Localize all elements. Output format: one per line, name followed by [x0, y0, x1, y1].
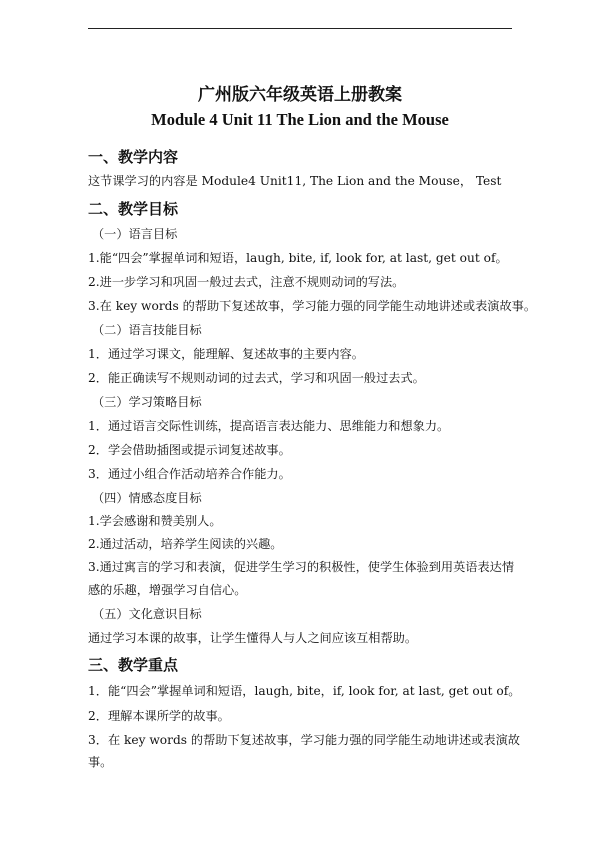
section-heading-content: 一、教学内容 [88, 148, 179, 166]
objective-line: 1．通过学习课文，能理解、复述故事的主要内容。 [88, 347, 364, 361]
content-line: 这节课学习的内容是 Module4 Unit11, The Lion and the Mouse， Test [88, 174, 502, 188]
objective-line: 通过学习本课的故事，让学生懂得人与人之间应该互相帮助。 [88, 631, 418, 645]
document-title: 广州版六年级英语上册教案 [198, 85, 402, 105]
subsection-heading: （四）情感态度目标 [92, 491, 202, 505]
subsection-heading: （二）语言技能目标 [92, 323, 202, 337]
section-heading-objectives: 二、教学目标 [88, 200, 179, 218]
subsection-heading: （五）文化意识目标 [92, 607, 202, 621]
objective-line: 2．学会借助插图或提示词复述故事。 [88, 443, 291, 457]
document-subtitle: Module 4 Unit 11 The Lion and the Mouse [151, 110, 449, 129]
objective-line: 2．能正确读写不规则动词的过去式，学习和巩固一般过去式。 [88, 371, 425, 385]
objective-line: 1．通过语言交际性训练，提高语言表达能力、思维能力和想象力。 [88, 419, 450, 433]
subsection-heading: （一）语言目标 [92, 227, 178, 241]
objective-line: 1.能“四会”掌握单词和短语，laugh, bite, if, look for, at last, get out of。 [88, 251, 508, 265]
objective-line: 3．通过小组合作活动培养合作能力。 [88, 467, 291, 481]
objective-line: 3.在 key words 的帮助下复述故事，学习能力强的同学能生动地讲述或表演故事。 [88, 299, 537, 313]
objective-line: 感的乐趣，增强学习自信心。 [88, 583, 247, 597]
objective-line: 2.进一步学习和巩固一般过去式，注意不规则动词的写法。 [88, 275, 405, 289]
key-point-line: 2．理解本课所学的故事。 [88, 709, 230, 723]
objective-line: 3.通过寓言的学习和表演，促进学生学习的积极性，使学生体验到用英语表达情 [88, 560, 515, 574]
objective-line: 2.通过活动，培养学生阅读的兴趣。 [88, 537, 283, 551]
section-heading-key-points: 三、教学重点 [88, 656, 179, 674]
key-point-line: 事。 [88, 755, 113, 769]
key-point-line: 1．能“四会”掌握单词和短语，laugh, bite，if, look for, at last, get out of。 [88, 684, 521, 698]
header-rule [88, 28, 512, 29]
objective-line: 1.学会感谢和赞美别人。 [88, 514, 222, 528]
subsection-heading: （三）学习策略目标 [92, 395, 202, 409]
key-point-line: 3．在 key words 的帮助下复述故事，学习能力强的同学能生动地讲述或表演故 [88, 733, 520, 747]
